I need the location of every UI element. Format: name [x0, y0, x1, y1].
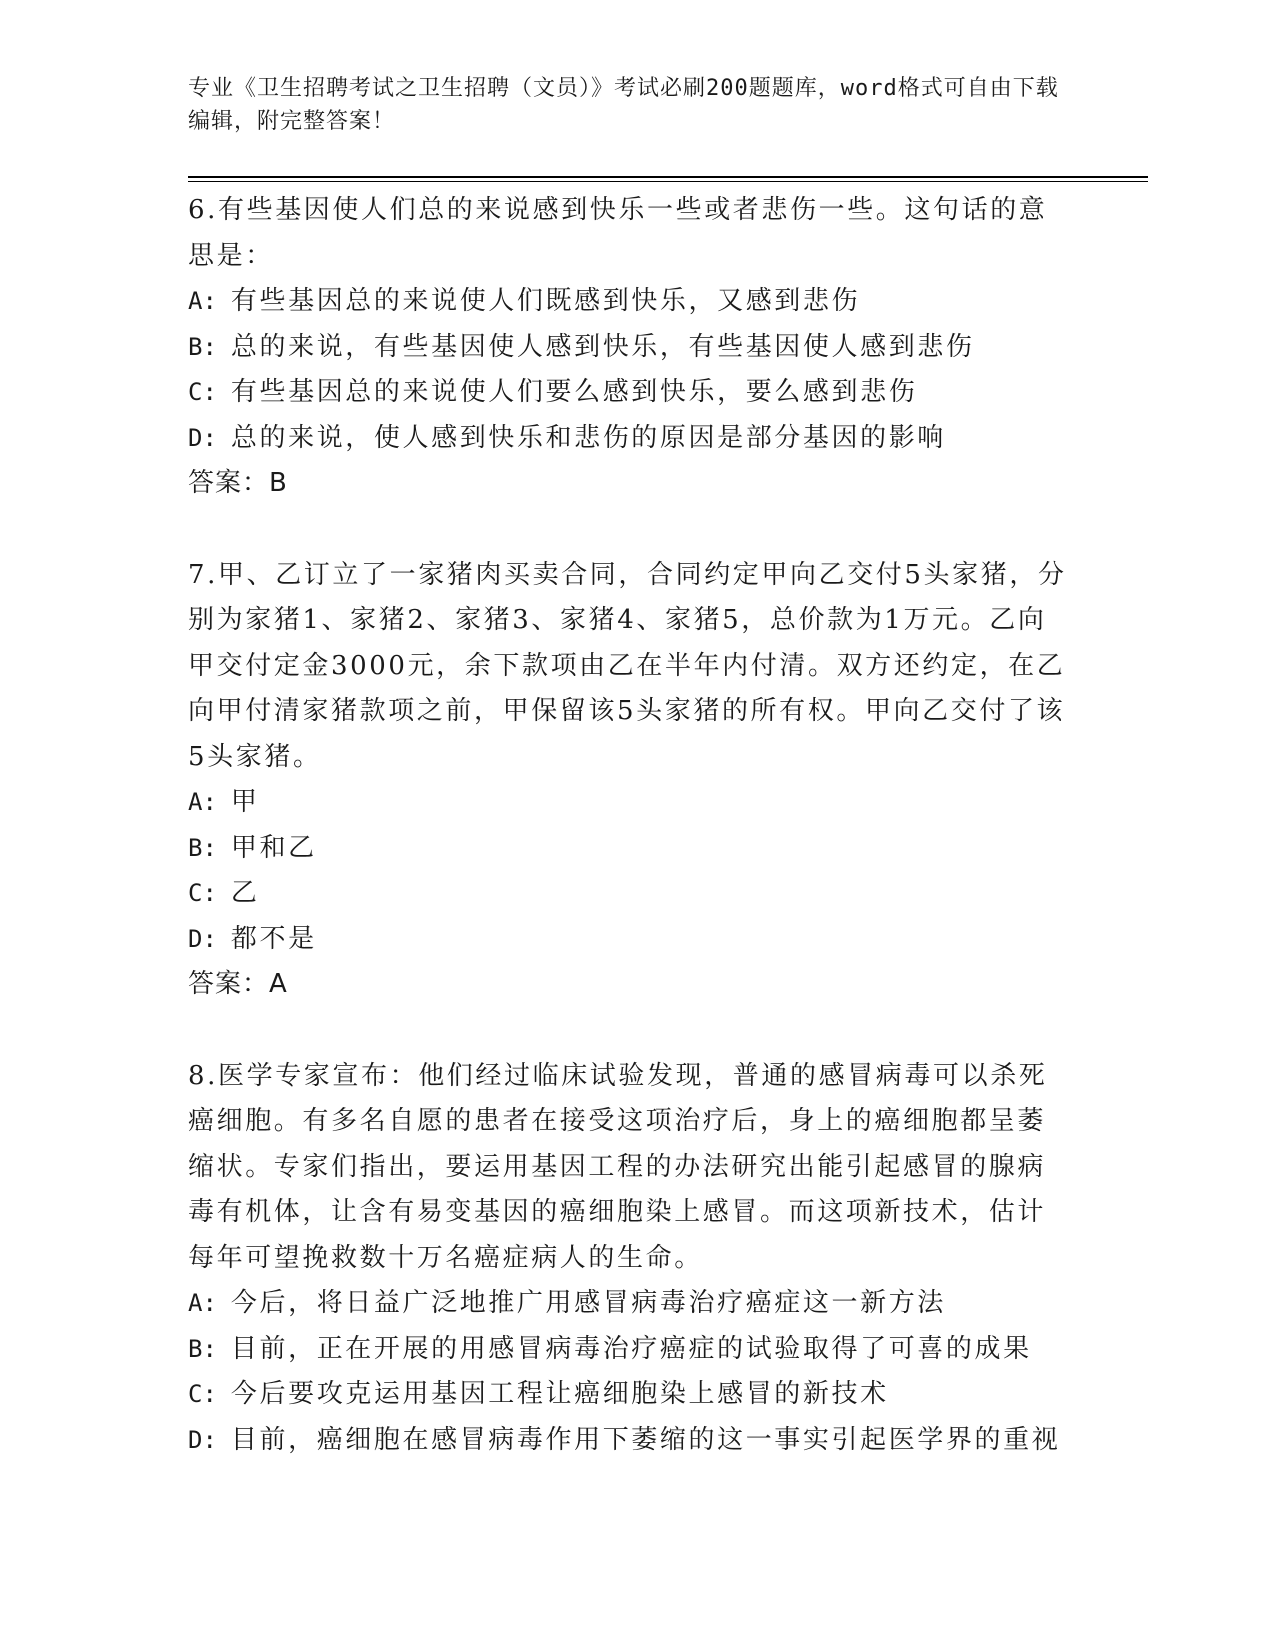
question-stem: 6.有些基因使人们总的来说感到快乐一些或者悲伤一些。这句话的意思是：	[188, 195, 1048, 271]
option-c	[188, 370, 1088, 416]
option-text: 都不是	[230, 923, 317, 954]
option-letter: B:	[188, 1334, 217, 1363]
option-letter: C:	[188, 378, 217, 406]
document-header: 专业《卫生招聘考试之卫生招聘（文员）》考试必刷200题题库，word格式可自由下载编辑，附完整答案！	[188, 76, 1059, 134]
option-letter: D:	[188, 1425, 217, 1454]
question-list	[188, 188, 1088, 1509]
header-divider-thick	[188, 176, 1148, 178]
option-text: 目前，正在开展的用感冒病毒治疗癌症的试验取得了可喜的成果	[230, 1333, 1032, 1364]
option-text: 甲	[230, 787, 260, 817]
option-letter: A:	[188, 788, 217, 816]
option-c	[188, 1372, 1088, 1418]
option-letter: D:	[188, 924, 217, 953]
option-letter: A:	[188, 1289, 217, 1317]
header-divider-thin	[188, 181, 1148, 182]
option-letter: A:	[188, 287, 217, 315]
option-letter: C:	[188, 1380, 217, 1408]
question-7	[188, 553, 1088, 1008]
option-b	[188, 1327, 1088, 1373]
option-text: 目前，癌细胞在感冒病毒作用下萎缩的这一事实引起医学界的重视	[230, 1424, 1061, 1455]
option-text: 今后要攻克运用基因工程让癌细胞染上感冒的新技术	[230, 1379, 889, 1409]
option-letter: B:	[188, 332, 217, 361]
option-d	[188, 1418, 1088, 1464]
question-8	[188, 1054, 1088, 1464]
question-stem: 8.医学专家宣布：他们经过临床试验发现，普通的感冒病毒可以杀死癌细胞。有多名自愿的患者在接受这项治疗后，身上的癌细胞都呈萎缩状。专家们指出，要运用基因工程的办法研究出能引起感冒的腺病毒有机体，让含有易变基因的癌细胞染上感冒。而这项新技术，估计每年可望挽救数十万名癌症病人的生命。	[188, 1060, 1048, 1273]
option-b	[188, 826, 1088, 872]
option-b	[188, 325, 1088, 371]
option-letter: D:	[188, 423, 217, 452]
answer-label: 答案：B	[188, 468, 288, 498]
option-text: 甲和乙	[230, 832, 317, 863]
option-text: 总的来说，使人感到快乐和悲伤的原因是部分基因的影响	[230, 422, 946, 453]
option-d	[188, 917, 1088, 963]
option-text: 有些基因总的来说使人们要么感到快乐，要么感到悲伤	[230, 377, 918, 407]
option-a	[188, 780, 1088, 826]
option-letter: B:	[188, 833, 217, 862]
option-a	[188, 1281, 1088, 1327]
option-d	[188, 416, 1088, 462]
option-a	[188, 279, 1088, 325]
option-text: 今后，将日益广泛地推广用感冒病毒治疗癌症这一新方法	[230, 1288, 946, 1318]
option-letter: C:	[188, 879, 217, 907]
question-stem: 7.甲、乙订立了一家猪肉买卖合同，合同约定甲向乙交付5头家猪，分别为家猪1、家猪2、家猪3、家猪4、家猪5，总价款为1万元。乙向甲交付定金3000元，余下款项由乙在半年内付清。双方还约定，在乙向甲付清家猪款项之前，甲保留该5头家猪的所有权。甲向乙交付了该5头家猪。	[188, 559, 1067, 772]
option-c	[188, 871, 1088, 917]
answer-label: 答案：A	[188, 969, 288, 999]
option-text: 有些基因总的来说使人们既感到快乐，又感到悲伤	[230, 286, 861, 316]
option-text: 总的来说，有些基因使人感到快乐，有些基因使人感到悲伤	[230, 331, 975, 362]
question-6	[188, 188, 1088, 507]
option-text: 乙	[230, 878, 260, 908]
